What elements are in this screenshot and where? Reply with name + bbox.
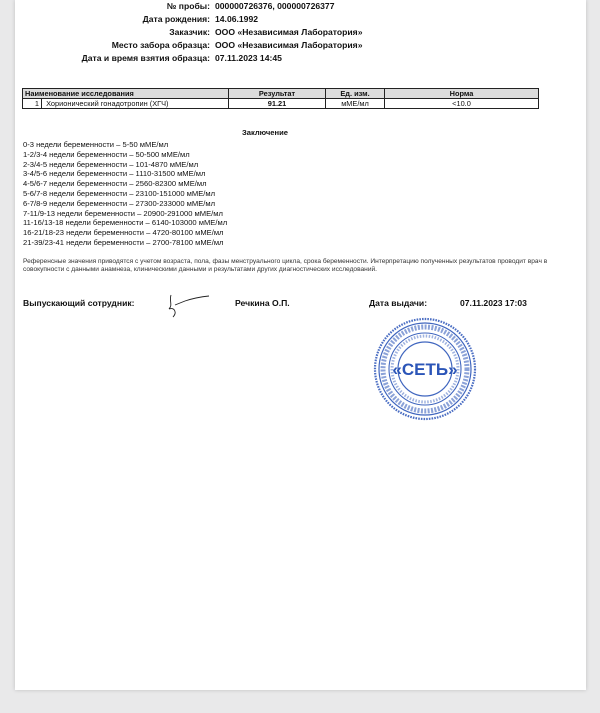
sample-datetime-row (15, 53, 586, 65)
results-header-row (23, 89, 539, 99)
list-item: 21-39/23-41 недели беременности – 2700-78100 мМЕ/мл (23, 237, 224, 247)
test-cell (23, 99, 229, 109)
norm-value: <10.0 (385, 99, 539, 109)
dob-value: 14.06.1992 (215, 14, 259, 24)
staff-label: Выпускающий сотрудник: (23, 298, 135, 308)
list-item: 4-5/6-7 недели беременности – 2560-82300 мМЕ/мл (23, 179, 207, 189)
results-table (22, 88, 539, 109)
list-item: 16-21/18-23 недели беременности – 4720-80100 мМЕ/мл (23, 228, 224, 238)
handwritten-signature (165, 291, 215, 321)
sample-number-value: 000000726376, 000000726377 (215, 1, 335, 11)
issue-date-label: Дата выдачи: (369, 298, 428, 308)
sample-place-value: ООО «Независимая Лаборатория» (215, 40, 363, 50)
sample-number-row (15, 1, 586, 13)
list-item: 0-3 недели беременности – 5-50 мМЕ/мл (23, 140, 169, 149)
stamp-center-text: «СЕТЬ» (392, 360, 458, 379)
result-value: 91.21 (229, 99, 326, 109)
dob-row (15, 14, 586, 26)
unit-value: мМЕ/мл (326, 99, 385, 109)
issue-date-value: 07.11.2023 17:03 (460, 298, 527, 308)
customer-label: Заказчик: (169, 27, 210, 37)
sample-datetime-value: 07.11.2023 14:45 (215, 53, 282, 63)
col-header-result: Результат (229, 89, 326, 99)
test-name: Хорионический гонадотропин (ХГЧ) (46, 99, 169, 108)
list-item: 7-11/9-13 недели беременности – 20900-291000 мМЕ/мл (23, 208, 223, 218)
list-item: 11-16/13-18 недели беременности – 6140-103000 мМЕ/мл (23, 218, 228, 228)
customer-value: ООО «Независимая Лаборатория» (215, 27, 363, 37)
conclusion-title: Заключение (241, 128, 288, 137)
dob-label: Дата рождения: (142, 14, 210, 24)
list-item: 5-6/7-8 недели беременности – 23100-151000 мМЕ/мл (23, 188, 216, 198)
col-header-test: Наименование исследования (23, 89, 229, 99)
reference-ranges-list (23, 140, 227, 248)
staff-name: Речкина О.П. (235, 298, 290, 308)
row-index: 1 (23, 99, 42, 108)
organization-stamp (373, 317, 477, 421)
col-header-norm: Норма (385, 89, 539, 99)
sample-datetime-label: Дата и время взятия образца: (81, 53, 210, 63)
list-item: 3-4/5-6 недели беременности – 1110-31500 мМЕ/мл (23, 169, 206, 179)
sample-place-row (15, 40, 586, 52)
list-item: 1-2/3-4 недели беременности – 50-500 мМЕ/мл (23, 149, 190, 159)
list-item: 6-7/8-9 недели беременности – 27300-233000 мМЕ/мл (23, 198, 216, 208)
sample-number-label: № пробы: (166, 1, 210, 11)
reference-note: Референсные значения приводятся с учетом возраста, пола, фазы менструального цикла, срока беременности. Интерпретацию полученных результатов проводит врач в совокупности с данными анамнеза, клиническими данными и результатами других диагностических исследований. (23, 258, 548, 274)
sample-place-label: Место забора образца: (111, 40, 210, 50)
list-item: 2-3/4-5 недели беременности – 101-4870 мМЕ/мл (23, 159, 199, 169)
customer-row (15, 27, 586, 39)
document-page (15, 0, 586, 690)
col-header-unit: Ед. изм. (326, 89, 385, 99)
table-row (23, 99, 539, 109)
